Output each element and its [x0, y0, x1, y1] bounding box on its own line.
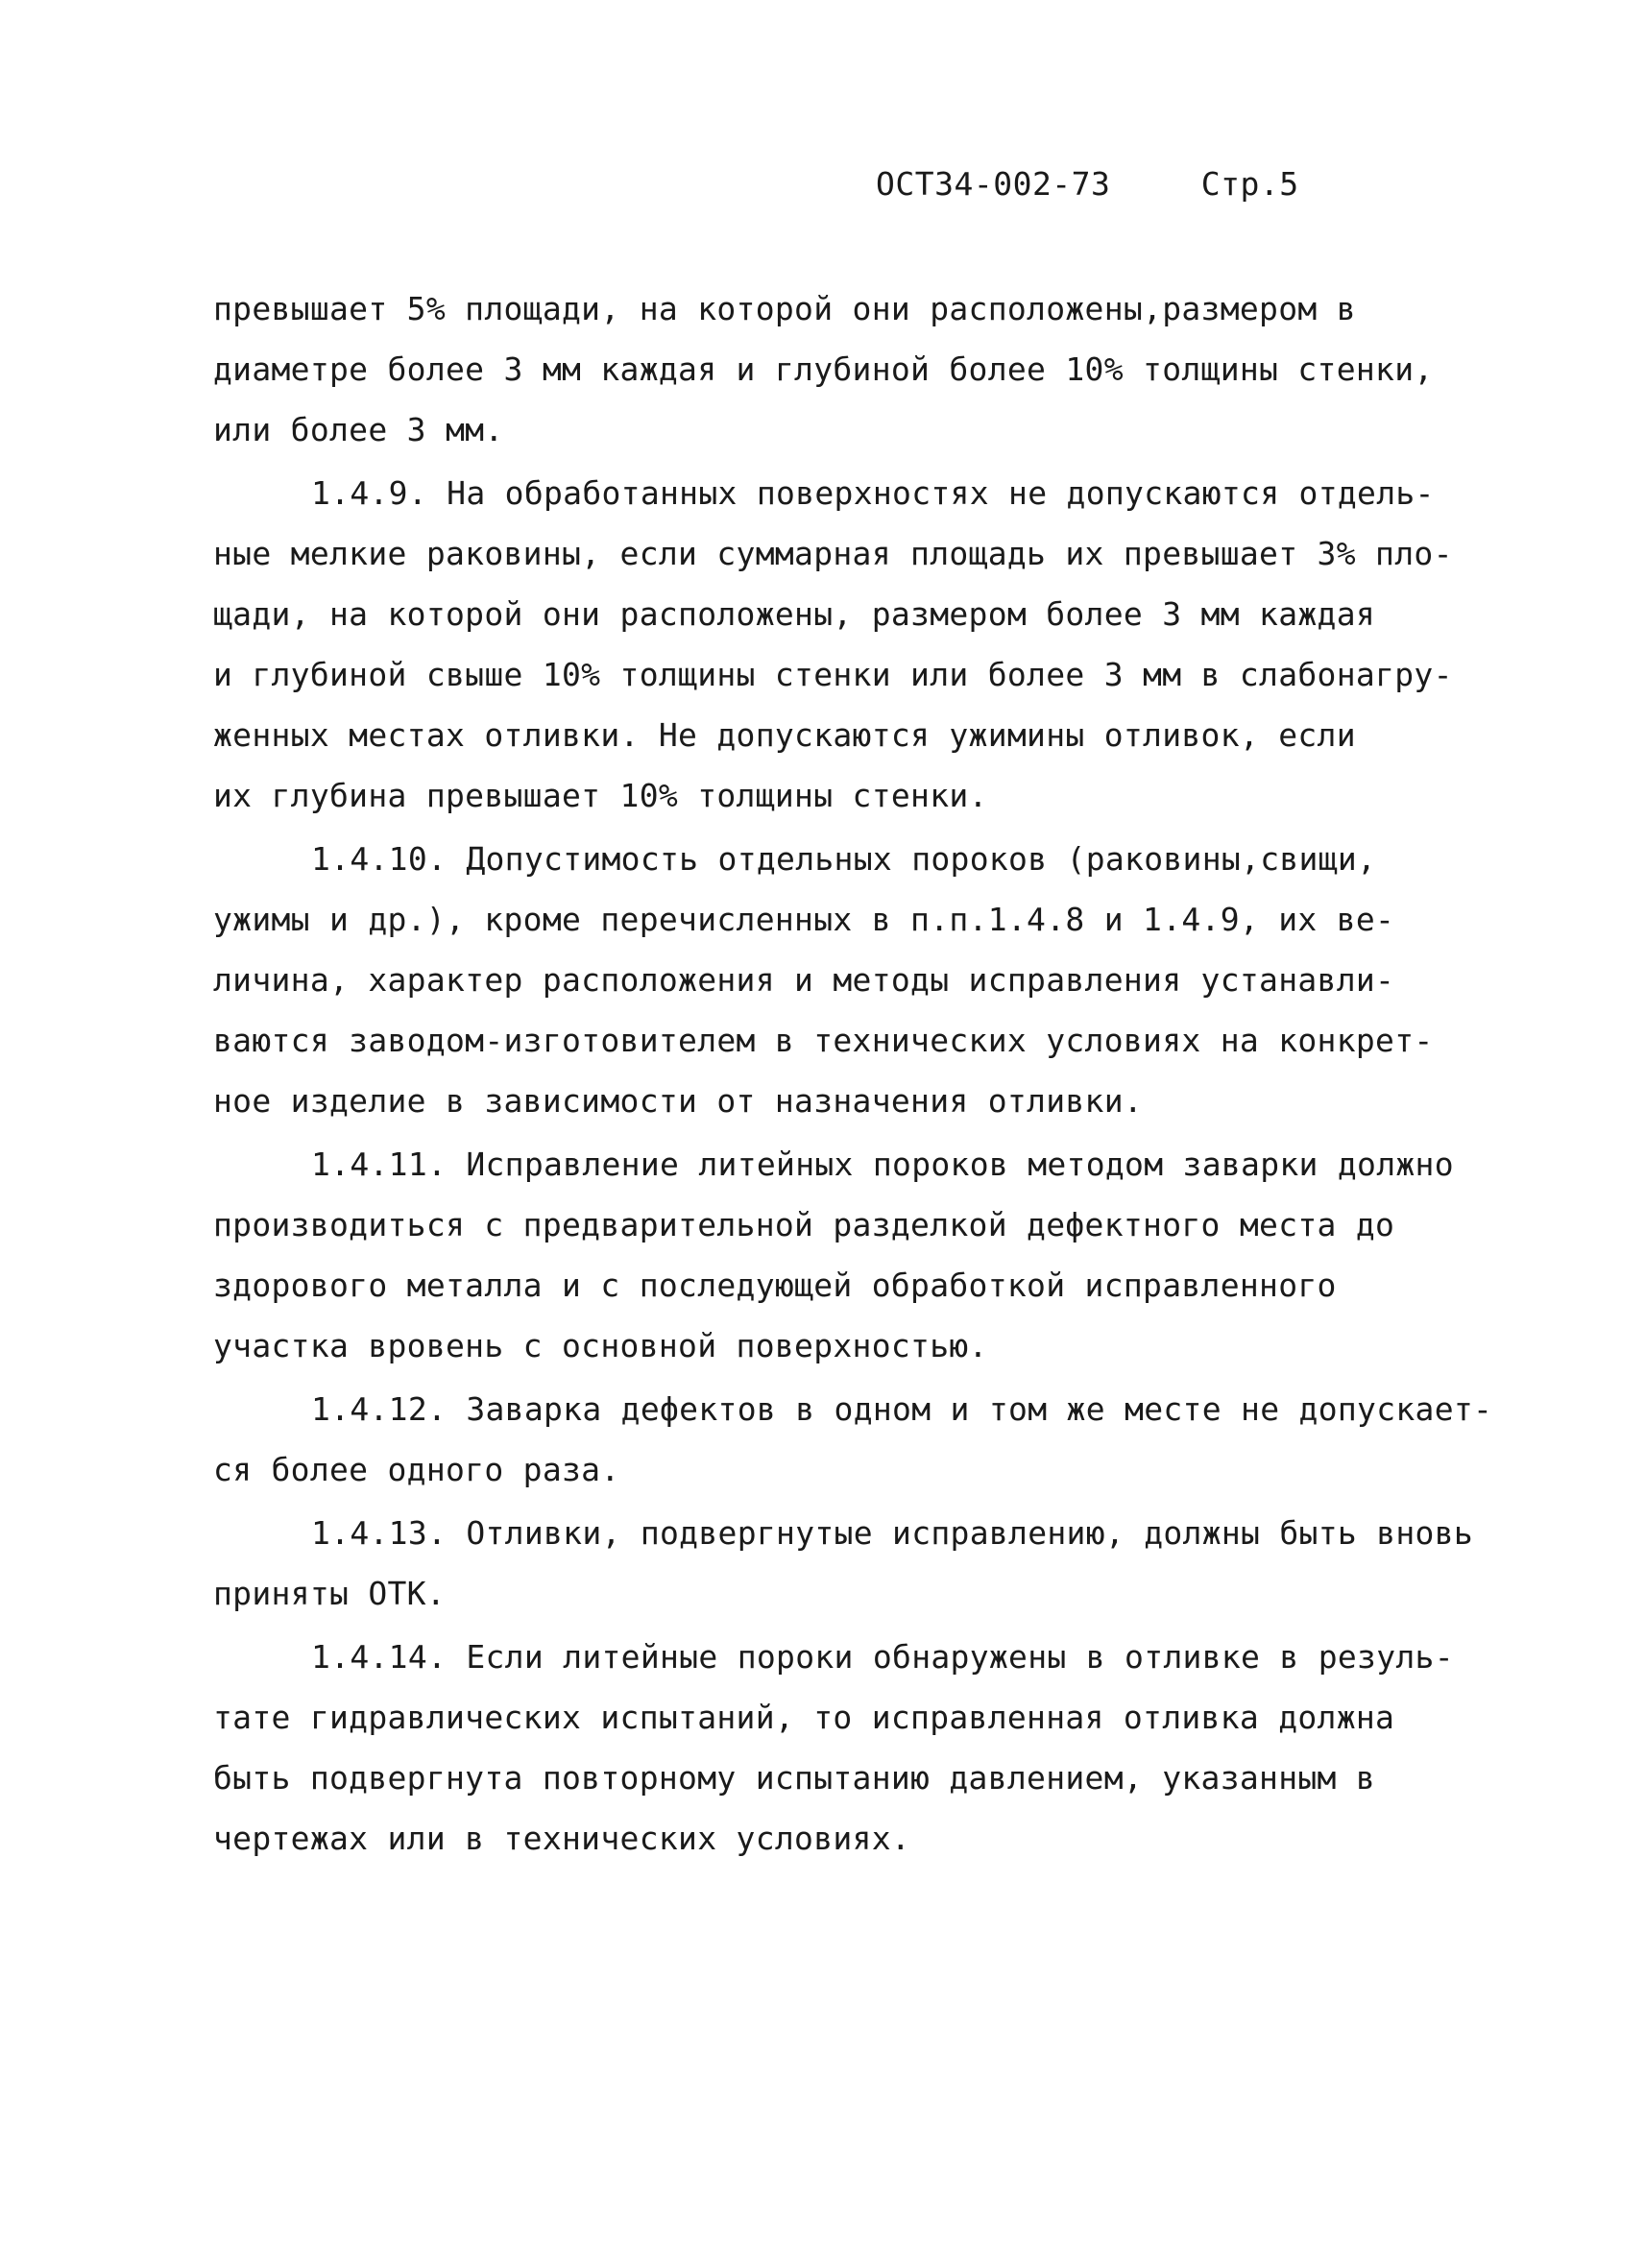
text-line: женных местах отливки. Не допускаются ужимины отливок, если [213, 716, 1356, 754]
page-number: Стр.5 [1200, 165, 1299, 203]
clause-1-4-14-line: 1.4.14. Если литейные пороки обнаружены в отливке в резуль- [311, 1638, 1454, 1676]
clause-1-4-11-line: 1.4.11. Исправление литейных пороков методом заварки должно [311, 1146, 1454, 1183]
text-line: тате гидравлических испытаний, то исправленная отливка должна [213, 1699, 1395, 1736]
text-line: ное изделие в зависимости от назначения отливки. [213, 1082, 1144, 1120]
text-line: здорового металла и с последующей обработкой исправленного [213, 1267, 1337, 1304]
text-line: ужимы и др.), кроме перечисленных в п.п.1.4.8 и 1.4.9, их ве- [213, 901, 1395, 938]
text-line: приняты ОТК. [213, 1575, 447, 1612]
text-line: быть подвергнута повторному испытанию давлением, указанным в [213, 1759, 1376, 1797]
text-line: личина, характер расположения и методы исправления устанавли- [213, 961, 1395, 999]
text-line: чертежах или в технических условиях. [213, 1820, 911, 1857]
text-line: ваются заводом-изготовителем в технических условиях на конкрет- [213, 1022, 1434, 1059]
text-line: превышает 5% площади, на которой они расположены,размером в [213, 290, 1356, 327]
text-line: участка вровень с основной поверхностью. [213, 1327, 988, 1364]
text-line: их глубина превышает 10% толщины стенки. [213, 777, 988, 814]
text-line: и глубиной свыше 10% толщины стенки или более 3 мм в слабонагру- [213, 656, 1453, 693]
text-line: ные мелкие раковины, если суммарная площадь их превышает 3% пло- [213, 535, 1453, 572]
clause-1-4-12-line: 1.4.12. Заварка дефектов в одном и том же месте не допускает- [311, 1390, 1493, 1428]
text-line: щади, на которой они расположены, размером более 3 мм каждая [213, 595, 1376, 633]
text-line: или более 3 мм. [213, 411, 504, 448]
clause-1-4-10-line: 1.4.10. Допустимость отдельных пороков (раковины,свищи, [311, 840, 1377, 878]
clause-1-4-13-line: 1.4.13. Отливки, подвергнутые исправлению, должны быть вновь [311, 1514, 1474, 1552]
page-header [876, 165, 1299, 203]
text-line: диаметре более 3 мм каждая и глубиной более 10% толщины стенки, [213, 350, 1434, 388]
text-line: ся более одного раза. [213, 1451, 620, 1488]
text-line: производиться с предварительной разделкой дефектного места до [213, 1206, 1395, 1243]
clause-1-4-9-line: 1.4.9. На обработанных поверхностях не допускаются отдель- [311, 474, 1435, 512]
document-code: ОСТ34-002-73 [876, 165, 1111, 203]
